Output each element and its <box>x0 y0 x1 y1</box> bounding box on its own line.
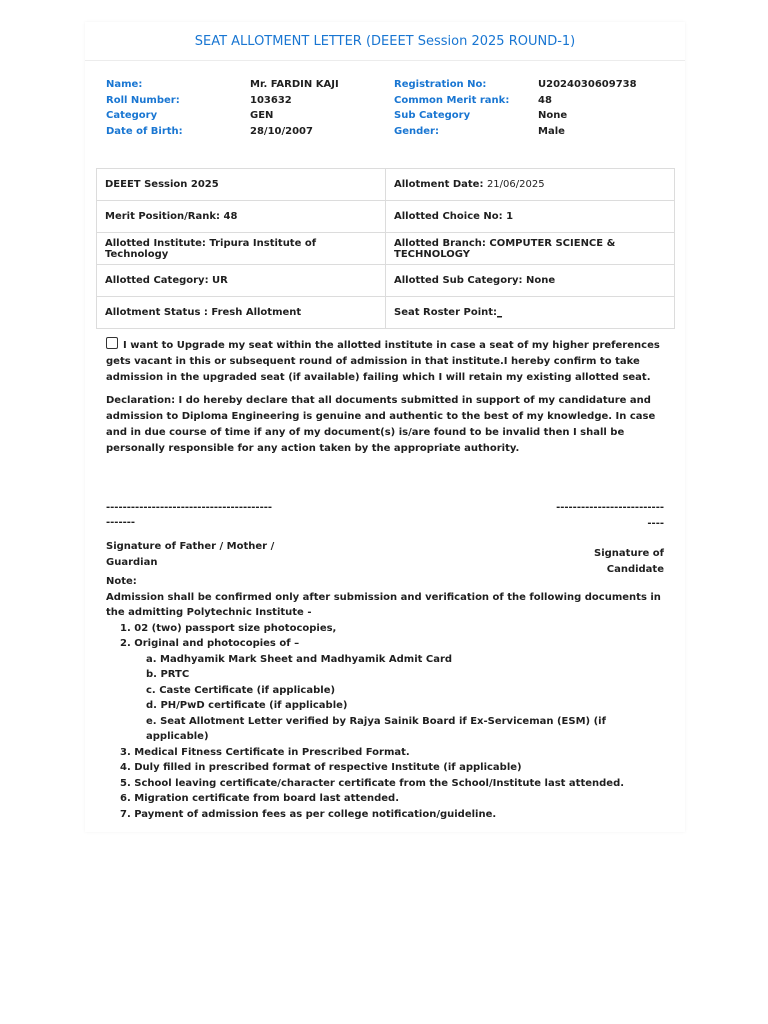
list-item: 2. Original and photocopies of – <box>120 638 300 649</box>
info-row <box>106 77 666 93</box>
info-row <box>106 108 666 124</box>
dob-label: Date of Birth: <box>106 125 183 137</box>
table-row <box>97 169 675 201</box>
registration-label: Registration No: <box>394 79 487 91</box>
table-row <box>97 297 675 329</box>
signature-line: ---- <box>647 518 664 529</box>
roll-number-label: Roll Number: <box>106 94 180 106</box>
info-row <box>106 93 666 109</box>
merit-rank-value: 48 <box>538 94 552 106</box>
info-row <box>106 124 666 140</box>
note-intro: Admission shall be confirmed only after submission and verification of the following documents in the admitting Polytechnic Institute - <box>106 591 661 618</box>
list-item: a. Madhyamik Mark Sheet and Madhyamik Admit Card <box>146 653 453 665</box>
upgrade-option <box>106 337 662 386</box>
signature-line: ---------------------------------------- <box>106 502 273 513</box>
registration-value: U2024030609738 <box>538 79 637 91</box>
list-item: 6. Migration certificate from board last attended. <box>120 793 400 804</box>
table-row <box>97 201 675 233</box>
category-label: Category <box>106 110 158 122</box>
allotment-date-label: Allotment Date: <box>394 179 484 190</box>
declaration-text: I do hereby declare that all documents submitted in support of my candidature and admission to Diploma Engineering is genuine and authentic to the best of my knowledge. In case and in due course of time if any of my document(s) is/are found to be invalid then I shall be personally responsible for any action taken by the appropriate authority. <box>106 395 656 454</box>
list-item: 5. School leaving certificate/character certificate from the School/Institute last attended. <box>120 777 625 789</box>
list-item: 3. Medical Fitness Certificate in Prescribed Format. <box>120 746 410 758</box>
declaration <box>106 393 662 457</box>
note-heading: Note: <box>106 576 137 587</box>
upgrade-text: I want to Upgrade my seat within the allotted institute in case a seat of my higher preferences gets vacant in this or subsequent round of admission in that institute.I hereby confirm to take admission in the upgraded seat (if available) failing which I will retain my existing allotted seat. <box>106 340 660 383</box>
dob-value: 28/10/2007 <box>250 125 313 137</box>
allotment-table <box>96 168 675 329</box>
seat-roster-cell <box>386 297 675 329</box>
allotted-institute-cell: Allotted Institute: Tripura Institute of Technology <box>97 233 386 265</box>
list-item: 7. Payment of admission fees as per college notification/guideline. <box>120 808 497 820</box>
roll-number-value: 103632 <box>250 94 292 106</box>
declaration-label: Declaration: <box>106 395 176 406</box>
allotted-sub-category-cell: Allotted Sub Category: None <box>386 265 675 297</box>
session-cell: DEEET Session 2025 <box>97 169 386 201</box>
allotment-date-value: 21/06/2025 <box>486 179 545 190</box>
sub-category-value: None <box>538 110 568 122</box>
list-item: 4. Duly filled in prescribed format of respective Institute (if applicable) <box>120 762 522 773</box>
letter-title: SEAT ALLOTMENT LETTER (DEEET Session 2025 ROUND-1) <box>85 22 685 61</box>
list-item: b. PRTC <box>146 669 190 680</box>
seat-roster-value: _ <box>497 307 503 318</box>
name-label: Name: <box>106 79 143 91</box>
guardian-signature-label: Signature of Father / Mother / Guardian <box>106 541 275 568</box>
list-item: d. PH/PwD certificate (if applicable) <box>146 700 348 711</box>
merit-position-cell: Merit Position/Rank: 48 <box>97 201 386 233</box>
candidate-signature <box>540 500 664 578</box>
gender-label: Gender: <box>394 125 439 137</box>
list-item: e. Seat Allotment Letter verified by Rajya Sainik Board if Ex-Serviceman (ESM) (if applicable) <box>146 715 606 742</box>
list-item: c. Caste Certificate (if applicable) <box>146 684 336 696</box>
signature-line: ------- <box>106 517 136 528</box>
allotment-date-cell <box>386 169 675 201</box>
guardian-signature <box>106 500 286 571</box>
candidate-info <box>106 77 666 139</box>
name-value: Mr. FARDIN KAJI <box>250 79 339 91</box>
gender-value: Male <box>538 125 565 137</box>
allotted-category-cell: Allotted Category: UR <box>97 265 386 297</box>
allotment-status-cell: Allotment Status : Fresh Allotment <box>97 297 386 329</box>
category-value: GEN <box>250 110 274 122</box>
seat-roster-label: Seat Roster Point: <box>394 307 498 318</box>
sub-category-label: Sub Category <box>394 110 471 122</box>
table-row <box>97 233 675 265</box>
merit-rank-label: Common Merit rank: <box>394 94 510 106</box>
signature-line: -------------------------- <box>556 502 664 513</box>
table-row <box>97 265 675 297</box>
list-item: 1. 02 (two) passport size photocopies, <box>120 622 337 634</box>
allotted-branch-cell: Allotted Branch: COMPUTER SCIENCE & TECHNOLOGY <box>386 233 675 265</box>
note-section <box>106 574 666 822</box>
upgrade-checkbox[interactable] <box>106 337 118 349</box>
candidate-signature-label: Signature of Candidate <box>594 548 664 575</box>
allotted-choice-cell: Allotted Choice No: 1 <box>386 201 675 233</box>
